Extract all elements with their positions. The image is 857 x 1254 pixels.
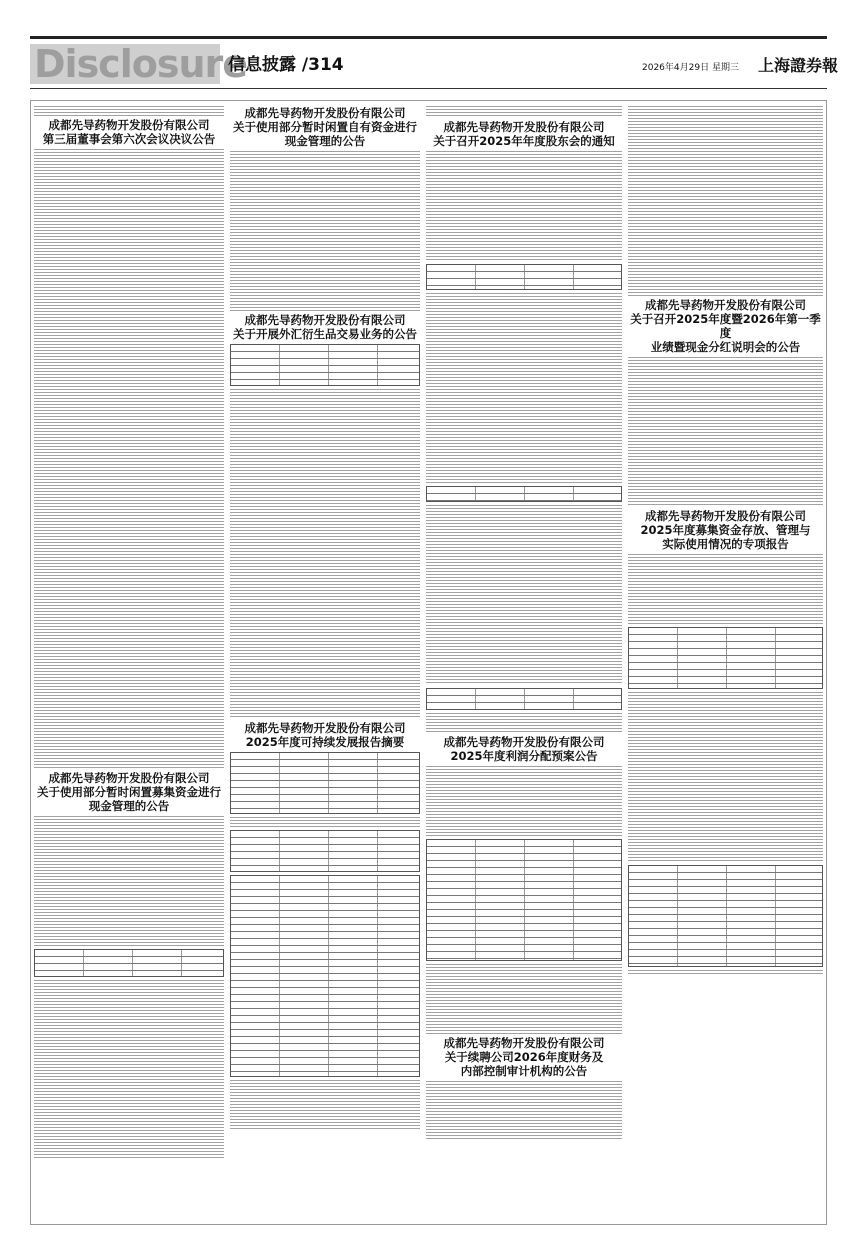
announcement-title: 成都先导药物开发股份有限公司 2025年度利润分配预案公告 [443,735,605,763]
data-table [34,949,224,977]
masthead-bottom-rule [30,88,827,89]
data-table [230,875,420,1077]
announcement-title: 成都先导药物开发股份有限公司 第三届董事会第六次会议决议公告 [42,118,216,146]
body-text [230,1080,420,1130]
body-text [34,106,224,116]
column-2 [230,104,420,1132]
data-table [426,486,622,502]
body-text [34,980,224,1160]
body-text [628,106,823,296]
data-table [628,865,823,967]
brand-logo: Disclosure [30,44,220,84]
data-table [230,752,420,814]
announcement-title: 成都先导药物开发股份有限公司 2025年度可持续发展报告摘要 [244,721,406,749]
data-table [230,344,420,386]
body-text [426,505,622,685]
body-text [230,389,420,719]
column-1 [34,104,224,1162]
body-text [230,151,420,311]
body-text [34,149,224,769]
body-text [230,817,420,827]
data-table [426,688,622,710]
section-title: 信息披露 /314 [228,55,344,75]
announcement-title: 成都先导药物开发股份有限公司 2025年度募集资金存放、管理与 实际使用情况的专项报告 [640,509,811,551]
body-text [426,106,622,118]
announcement-title: 成都先导药物开发股份有限公司 关于续聘公司2026年度财务及 内部控制审计机构的公告 [443,1036,605,1078]
announcement-title: 成都先导药物开发股份有限公司 关于召开2025年度暨2026年第一季度 业绩暨现金分红说明会的公告 [630,298,821,354]
body-text [426,713,622,733]
column-3 [426,104,622,1143]
masthead-top-rule [30,36,827,39]
data-table [426,839,622,961]
body-text [426,151,622,261]
data-table [628,627,823,689]
data-table [426,264,622,290]
announcement-title: 成都先导药物开发股份有限公司 关于使用部分暂时闲置自有资金进行 现金管理的公告 [233,106,417,148]
body-text [426,964,622,1034]
body-text [34,816,224,946]
announcement-title: 成都先导药物开发股份有限公司 关于召开2025年年度股东会的通知 [433,120,615,148]
data-table [230,830,420,872]
column-4 [628,104,823,978]
body-text [426,1081,622,1141]
body-text [426,766,622,836]
top-margin [0,0,857,36]
body-text [628,970,823,976]
masthead [0,0,857,95]
body-text [426,293,622,483]
body-text [628,692,823,862]
body-text [628,357,823,507]
newspaper-name: 上海證券報 [758,56,839,75]
body-text [628,554,823,624]
issue-date: 2026年4月29日 星期三 [642,63,739,73]
announcement-title: 成都先导药物开发股份有限公司 关于开展外汇衍生品交易业务的公告 [233,313,417,341]
announcement-title: 成都先导药物开发股份有限公司 关于使用部分暂时闲置募集资金进行 现金管理的公告 [37,771,221,813]
